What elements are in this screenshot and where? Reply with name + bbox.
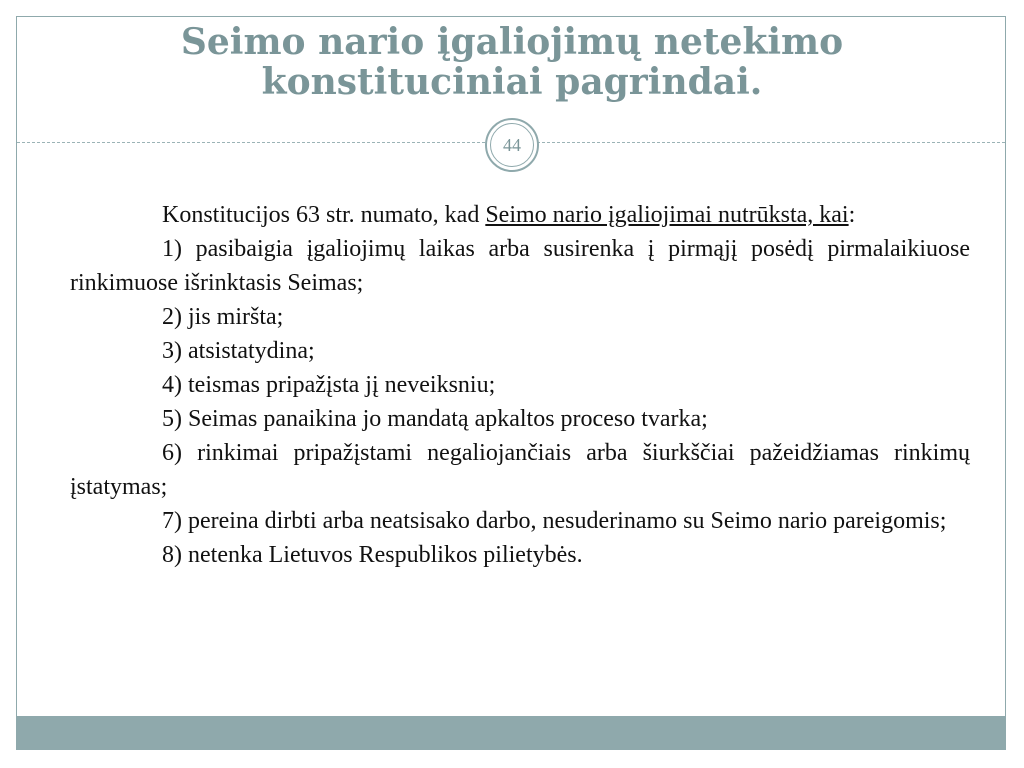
- list-item-3: 3) atsistatydina;: [162, 338, 315, 364]
- list-item-5: 5) Seimas panaikina jo mandatą apkaltos proceso tvarka;: [162, 406, 708, 432]
- slide-number: 44: [490, 123, 534, 167]
- list-item-2: 2) jis miršta;: [162, 304, 284, 330]
- slide-title-line-2: konstituciniai pagrindai.: [261, 61, 763, 103]
- list-item-1: 1) pasibaigia įgaliojimų laikas arba susirenka į pirmąjį posėdį pirmalaikiuose rinkimuose išrinktasis Seimas;: [70, 236, 970, 296]
- list-item-7: 7) pereina dirbti arba neatsisako darbo, nesuderinamo su Seimo nario pareigomis;: [162, 508, 947, 534]
- slide-body: [70, 198, 970, 572]
- intro-paragraph: [70, 198, 970, 232]
- slide-title-line-1: Seimo nario įgaliojimų netekimo: [180, 21, 844, 63]
- list-item-8: 8) netenka Lietuvos Respublikos pilietybės.: [162, 542, 583, 568]
- slide-number-badge: [485, 118, 539, 172]
- slide-title: [0, 22, 1024, 102]
- intro-prefix: Konstitucijos 63 str. numato, kad: [162, 202, 486, 228]
- list-item-4: 4) teismas pripažįsta jį neveiksniu;: [162, 372, 496, 398]
- intro-suffix: :: [848, 202, 856, 228]
- intro-underlined: Seimo nario įgaliojimai nutrūksta, kai: [485, 202, 849, 228]
- footer-bar: [17, 716, 1005, 750]
- list-item-6: 6) rinkimai pripažįstami negaliojančiais arba šiurkščiai pažeidžiamas rinkimų įstatymas;: [70, 440, 970, 500]
